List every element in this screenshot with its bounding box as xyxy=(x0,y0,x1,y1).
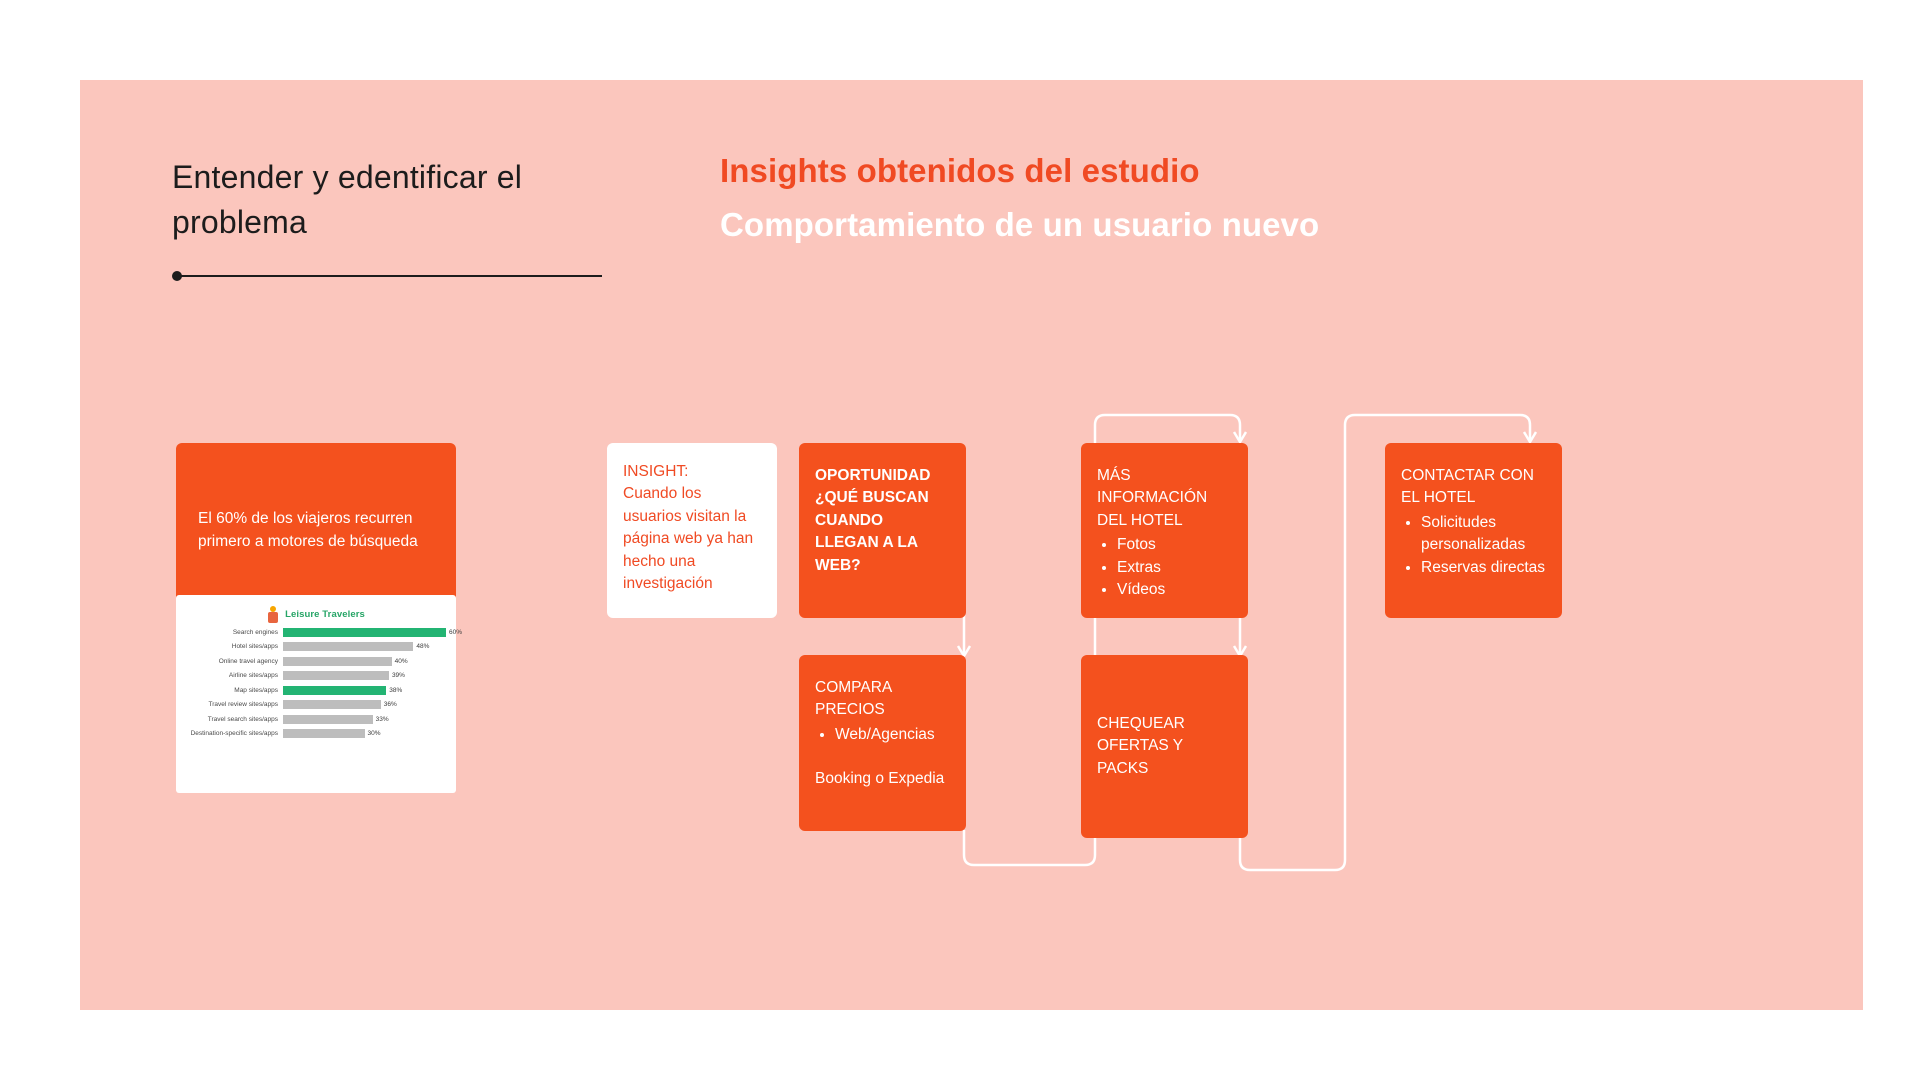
chart-bar-label: Search engines xyxy=(232,628,278,636)
slide-canvas xyxy=(80,80,1863,1010)
chart-bar-fill xyxy=(283,657,392,666)
card-contact-title: CONTACTAR CON EL HOTEL xyxy=(1401,467,1534,507)
chart-bar-track xyxy=(283,729,446,738)
card-opportunity-line2: ¿QUÉ BUSCAN CUANDO LLEGAN A LA WEB? xyxy=(815,489,929,574)
chart-bar-fill xyxy=(283,686,386,695)
card-stat-text: El 60% de los viajeros recurren primero a motores de búsqueda xyxy=(198,510,418,550)
chart-bar-row xyxy=(186,712,446,727)
list-item: • Web/Agencias xyxy=(835,724,950,746)
section-title-primary: Insights obtenidos del estudio xyxy=(720,152,1200,189)
traveler-icon xyxy=(267,606,279,623)
chart-bar-label: Airline sites/apps xyxy=(228,672,278,680)
card-compare-title: COMPARA PRECIOS xyxy=(815,679,892,719)
card-insight-text: Cuando los usuarios visitan la página web ya han hecho una investigación xyxy=(623,485,754,593)
list-item: • Reservas directas xyxy=(1421,557,1546,579)
list-item: • Solicitudes personalizadas xyxy=(1421,512,1546,557)
chart-bar-fill xyxy=(283,715,373,724)
card-compare-list xyxy=(815,724,950,746)
card-contact-hotel xyxy=(1385,443,1562,618)
chart-bars xyxy=(186,625,463,741)
card-opportunity-line1: OPORTUNIDAD xyxy=(815,467,931,484)
chart-bar-row xyxy=(186,683,446,698)
card-check-offers-title: CHEQUEAR OFERTAS Y PACKS xyxy=(1097,714,1185,777)
chart-bar-value: 60% xyxy=(449,628,463,636)
card-opportunity xyxy=(799,443,966,618)
chart-bar-value: 38% xyxy=(389,686,403,694)
chart-bar-row xyxy=(186,640,446,655)
list-item: • Fotos xyxy=(1117,534,1232,556)
card-more-info xyxy=(1081,443,1248,618)
card-stat xyxy=(176,443,456,618)
chart-bar-value: 30% xyxy=(367,730,381,738)
chart-bar-fill xyxy=(283,729,365,738)
chart-card xyxy=(176,595,463,793)
chart-bar-label: Online travel agency xyxy=(218,657,278,665)
chart-bar-label: Travel review sites/apps xyxy=(208,701,278,709)
chart-bar-value: 33% xyxy=(375,715,389,723)
page-title: Entender y edentificar el problema xyxy=(172,159,523,240)
card-check-offers xyxy=(1081,655,1248,838)
section-title-secondary: Comportamiento de un usuario nuevo xyxy=(720,206,1320,243)
card-contact-list xyxy=(1401,512,1546,579)
list-item: • Vídeos xyxy=(1117,579,1232,601)
chart-bar-track xyxy=(283,657,446,666)
chart-bar-label: Travel search sites/apps xyxy=(207,715,278,723)
chart-bar-label: Map sites/apps xyxy=(234,686,278,694)
chart-bar-fill xyxy=(283,700,381,709)
card-more-info-list xyxy=(1097,534,1232,601)
chart-bar-track xyxy=(283,671,446,680)
card-insight-label: INSIGHT: xyxy=(623,463,689,480)
chart-title: Leisure Travelers xyxy=(285,608,365,620)
chart-bar-label: Hotel sites/apps xyxy=(231,643,278,651)
card-more-info-title: MÁS INFORMACIÓN DEL HOTEL xyxy=(1097,467,1208,529)
chart-bar-track xyxy=(283,686,446,695)
chart-bar-row xyxy=(186,669,446,684)
chart-bar-fill xyxy=(283,628,446,637)
chart-bar-value: 40% xyxy=(394,657,408,665)
chart-bar-row xyxy=(186,625,463,640)
chart-bar-track xyxy=(283,715,446,724)
chart-bar-label: Destination-specific sites/apps xyxy=(190,730,278,738)
chart-bar-row xyxy=(186,727,446,742)
chart-bar-row xyxy=(186,698,446,713)
list-item: • Extras xyxy=(1117,557,1232,579)
card-compare-prices xyxy=(799,655,966,831)
chart-bar-track xyxy=(283,628,463,637)
chart-bar-track xyxy=(283,700,446,709)
chart-bar-value: 48% xyxy=(416,643,430,651)
chart-bar-value: 36% xyxy=(383,701,397,709)
chart-bar-fill xyxy=(283,671,389,680)
chart-bar-value: 39% xyxy=(391,672,405,680)
chart-bar-row xyxy=(186,654,446,669)
card-compare-footer: Booking o Expedia xyxy=(815,770,945,788)
card-insight xyxy=(607,443,777,618)
chart-bar-fill xyxy=(283,642,413,651)
chart-bar-track xyxy=(283,642,446,651)
chart-header xyxy=(186,603,446,625)
